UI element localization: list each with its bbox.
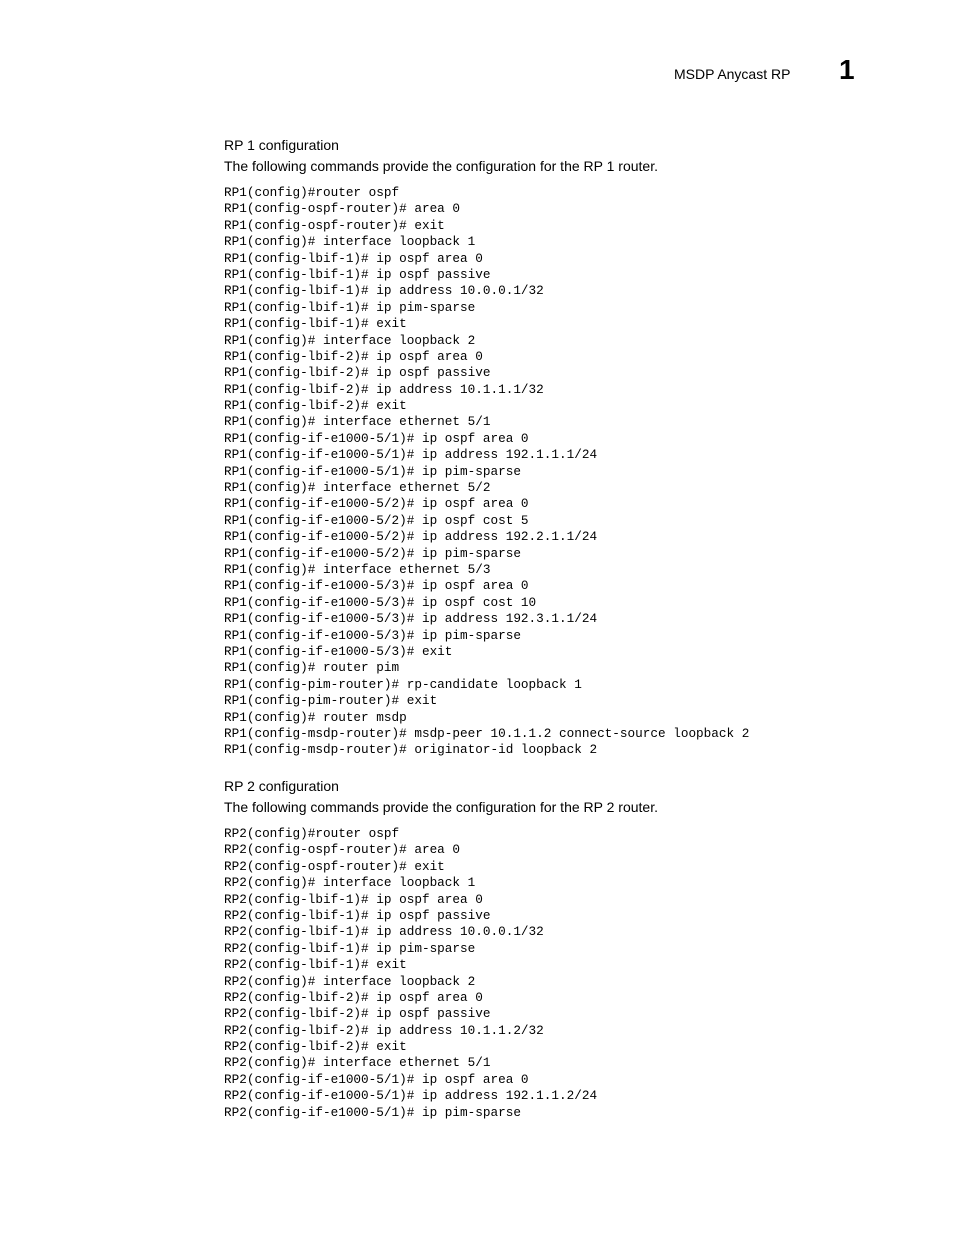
code-line: RP1(config-lbif-2)# ip address 10.1.1.1/32 — [224, 381, 544, 397]
code-line: RP1(config)# interface ethernet 5/2 — [224, 480, 491, 496]
section-rp2-configuration — [224, 777, 864, 1121]
code-line: RP1(config-if-e1000-5/3)# exit — [224, 643, 453, 659]
section-heading: RP 2 configuration — [224, 778, 339, 794]
code-line: RP1(config-if-e1000-5/3)# ip ospf cost 10 — [224, 594, 537, 610]
code-line: RP2(config-lbif-1)# ip pim-sparse — [224, 940, 476, 956]
code-line: RP1(config)# interface loopback 1 — [224, 234, 476, 250]
code-line: RP1(config)# interface loopback 2 — [224, 332, 476, 348]
code-line: RP1(config-if-e1000-5/2)# ip address 192.2.1.1/24 — [224, 529, 598, 545]
code-line: RP2(config-lbif-2)# exit — [224, 1039, 407, 1055]
code-line: RP1(config)# interface ethernet 5/3 — [224, 561, 491, 577]
code-line: RP2(config-lbif-1)# ip ospf area 0 — [224, 891, 483, 907]
code-line: RP1(config-if-e1000-5/2)# ip pim-sparse — [224, 545, 521, 561]
code-line: RP1(config-if-e1000-5/1)# ip pim-sparse — [224, 463, 521, 479]
chapter-number: 1 — [839, 54, 855, 85]
code-line: RP1(config-msdp-router)# originator-id loopback 2 — [224, 742, 598, 758]
code-line: RP1(config-lbif-1)# exit — [224, 316, 407, 332]
code-line: RP1(config-if-e1000-5/2)# ip ospf area 0 — [224, 496, 529, 512]
section-intro: The following commands provide the configuration for the RP 2 router. — [224, 799, 658, 815]
code-block — [224, 826, 864, 1121]
code-line: RP1(config-if-e1000-5/2)# ip ospf cost 5 — [224, 512, 529, 528]
code-line: RP2(config)# interface ethernet 5/1 — [224, 1055, 491, 1071]
code-line: RP1(config-lbif-1)# ip pim-sparse — [224, 299, 476, 315]
code-line: RP2(config)# interface loopback 1 — [224, 875, 476, 891]
code-line: RP1(config-if-e1000-5/3)# ip pim-sparse — [224, 627, 521, 643]
code-line: RP1(config-lbif-2)# ip ospf passive — [224, 365, 491, 381]
code-line: RP1(config-if-e1000-5/3)# ip address 192.3.1.1/24 — [224, 611, 598, 627]
section-intro: The following commands provide the configuration for the RP 1 router. — [224, 158, 658, 174]
code-line: RP1(config)# router pim — [224, 660, 400, 676]
code-line: RP1(config-lbif-2)# ip ospf area 0 — [224, 348, 483, 364]
code-line: RP1(config-lbif-2)# exit — [224, 398, 407, 414]
code-line: RP1(config-lbif-1)# ip ospf area 0 — [224, 250, 483, 266]
code-line: RP1(config-pim-router)# rp-candidate loopback 1 — [224, 676, 582, 692]
code-line: RP1(config-lbif-1)# ip ospf passive — [224, 266, 491, 282]
section-heading: RP 1 configuration — [224, 137, 339, 153]
code-line: RP1(config)# router msdp — [224, 709, 407, 725]
code-line: RP2(config-if-e1000-5/1)# ip address 192.1.1.2/24 — [224, 1088, 598, 1104]
code-line: RP2(config)# interface loopback 2 — [224, 973, 476, 989]
code-line: RP2(config-lbif-2)# ip ospf passive — [224, 1006, 491, 1022]
code-line: RP2(config-lbif-1)# exit — [224, 957, 407, 973]
section-rp1-configuration — [224, 136, 864, 759]
code-line: RP1(config-msdp-router)# msdp-peer 10.1.1.2 connect-source loopback 2 — [224, 725, 750, 741]
code-line: RP1(config-pim-router)# exit — [224, 693, 438, 709]
code-line: RP1(config-ospf-router)# area 0 — [224, 201, 461, 217]
code-line: RP1(config-if-e1000-5/3)# ip ospf area 0 — [224, 578, 529, 594]
code-line: RP2(config-lbif-1)# ip address 10.0.0.1/32 — [224, 924, 544, 940]
code-line: RP2(config)#router ospf — [224, 826, 400, 841]
code-block — [224, 185, 864, 759]
code-line: RP2(config-lbif-2)# ip address 10.1.1.2/32 — [224, 1022, 544, 1038]
code-line: RP2(config-ospf-router)# area 0 — [224, 842, 461, 858]
code-line: RP1(config)#router ospf — [224, 185, 400, 200]
code-line: RP2(config-ospf-router)# exit — [224, 858, 445, 874]
code-line: RP1(config-if-e1000-5/1)# ip ospf area 0 — [224, 430, 529, 446]
code-line: RP1(config)# interface ethernet 5/1 — [224, 414, 491, 430]
code-line: RP2(config-lbif-2)# ip ospf area 0 — [224, 989, 483, 1005]
code-line: RP2(config-if-e1000-5/1)# ip ospf area 0 — [224, 1071, 529, 1087]
code-line: RP1(config-lbif-1)# ip address 10.0.0.1/32 — [224, 283, 544, 299]
code-line: RP1(config-if-e1000-5/1)# ip address 192.1.1.1/24 — [224, 447, 598, 463]
header-title: MSDP Anycast RP — [674, 66, 791, 82]
code-line: RP1(config-ospf-router)# exit — [224, 217, 445, 233]
code-line: RP2(config-if-e1000-5/1)# ip pim-sparse — [224, 1104, 521, 1120]
code-line: RP2(config-lbif-1)# ip ospf passive — [224, 907, 491, 923]
